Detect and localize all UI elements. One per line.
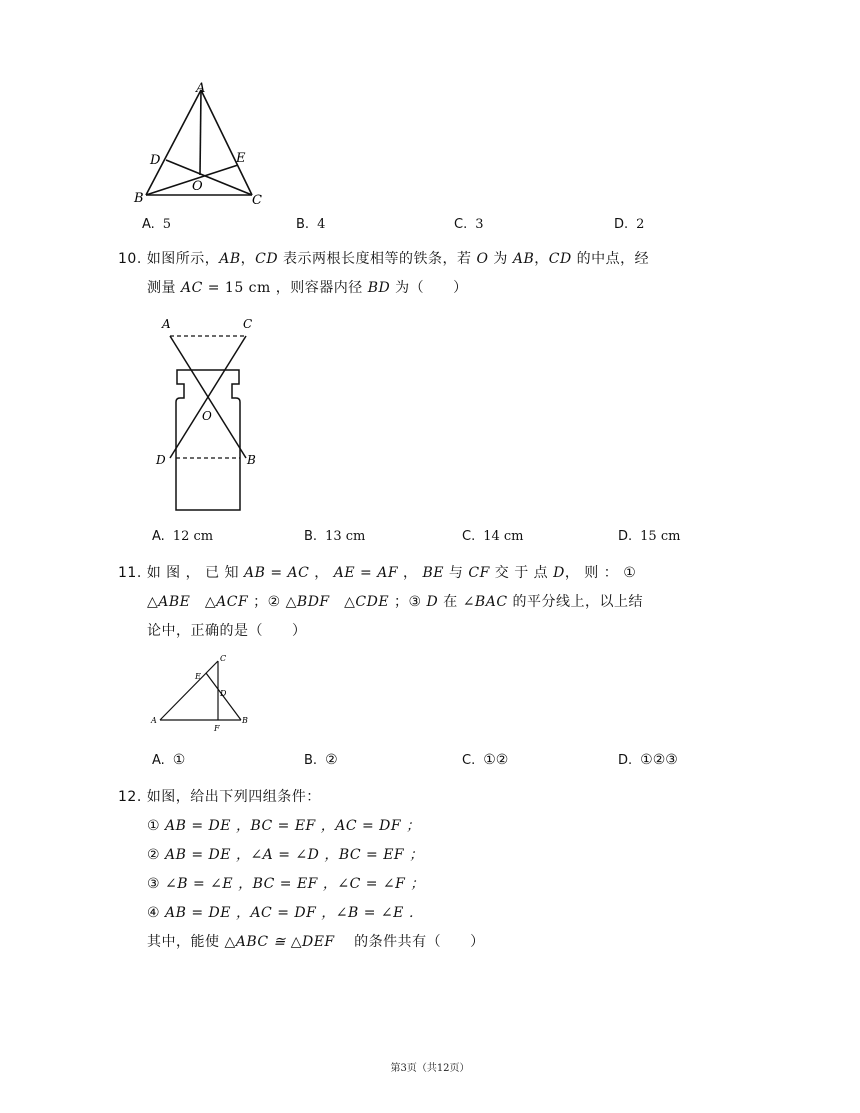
q11-label-f: F <box>214 724 220 733</box>
q11-option-b[interactable]: B. ② <box>304 752 338 768</box>
q10-number: 10. <box>118 251 142 267</box>
q10-label-a: A <box>162 317 171 331</box>
q11-options <box>0 752 860 772</box>
q11-label-e: E <box>195 672 201 681</box>
q12-condition-4: ④ AB = DE ，AC = DF ，∠B = ∠E ． <box>147 905 424 921</box>
q11-label-d: D <box>220 689 227 698</box>
q9-label-a: A <box>196 81 206 96</box>
q11-figure <box>148 650 258 734</box>
q11-option-c[interactable]: C. ①② <box>462 752 509 768</box>
q12-number: 12. <box>118 789 142 805</box>
q12-stem-intro: 12. 如图，给出下列四组条件： <box>118 789 321 805</box>
q12-condition-3: ③ ∠B = ∠E ，BC = EF ，∠C = ∠F ； <box>147 876 425 892</box>
q9-label-e: E <box>236 151 246 166</box>
q12-condition-1: ① AB = DE ，BC = EF ，AC = DF ； <box>147 818 421 834</box>
q10-options <box>0 528 860 548</box>
q9-label-c: C <box>252 193 262 208</box>
q10-stem-line2: 测量 AC = 15 cm ，则容器内径 BD 为（ ） <box>147 280 468 296</box>
q10-label-b: B <box>247 453 256 467</box>
q10-option-a[interactable]: A. 12 cm <box>152 529 214 544</box>
page-footer: 第3页（共12页） <box>390 1063 470 1074</box>
q10-label-d: D <box>156 453 166 467</box>
q9-option-c[interactable]: C. 3 <box>454 217 484 232</box>
q10-option-c[interactable]: C. 14 cm <box>462 529 524 544</box>
q9-option-a[interactable]: A. 5 <box>142 217 172 232</box>
q11-option-d[interactable]: D. ①②③ <box>618 752 678 768</box>
q11-stem-line2: △ABE △ACF ；② △BDF △CDE ；③ D 在 ∠BAC 的平分线上，以上结 <box>147 594 643 610</box>
q9-figure <box>128 78 278 213</box>
q11-stem-line3: 论中，正确的是（ ） <box>147 623 307 639</box>
q11-number: 11. <box>118 565 142 581</box>
q11-option-a[interactable]: A. ① <box>152 752 186 768</box>
q9-label-d: D <box>150 153 161 168</box>
q10-label-o: O <box>202 409 212 423</box>
q11-label-b: B <box>242 716 248 725</box>
q9-label-b: B <box>134 191 144 206</box>
q12-closing: 其中，能使 △ABC ≅ △DEF 的条件共有（ ） <box>147 934 485 950</box>
q9-options <box>0 216 860 236</box>
q10-figure <box>150 312 270 512</box>
q9-option-b[interactable]: B. 4 <box>296 217 326 232</box>
q10-option-d[interactable]: D. 15 cm <box>618 529 681 544</box>
q11-label-a: A <box>151 716 157 725</box>
q9-option-d[interactable]: D. 2 <box>614 217 645 232</box>
q11-stem-line1: 11. 如 图 ， 已 知 AB = AC ， AE = AF ， BE 与 CF 交 于 点 D， 则 ： ① <box>118 565 637 581</box>
q10-label-c: C <box>243 317 253 331</box>
q10-option-b[interactable]: B. 13 cm <box>304 529 366 544</box>
q9-label-o: O <box>192 179 203 194</box>
q10-stem-line1: 10. 如图所示，AB，CD 表示两根长度相等的铁条，若 O 为 AB，CD 的中点，经 <box>118 251 650 267</box>
q12-condition-2: ② AB = DE ，∠A = ∠D ，BC = EF ； <box>147 847 424 863</box>
q11-label-c: C <box>220 654 227 663</box>
